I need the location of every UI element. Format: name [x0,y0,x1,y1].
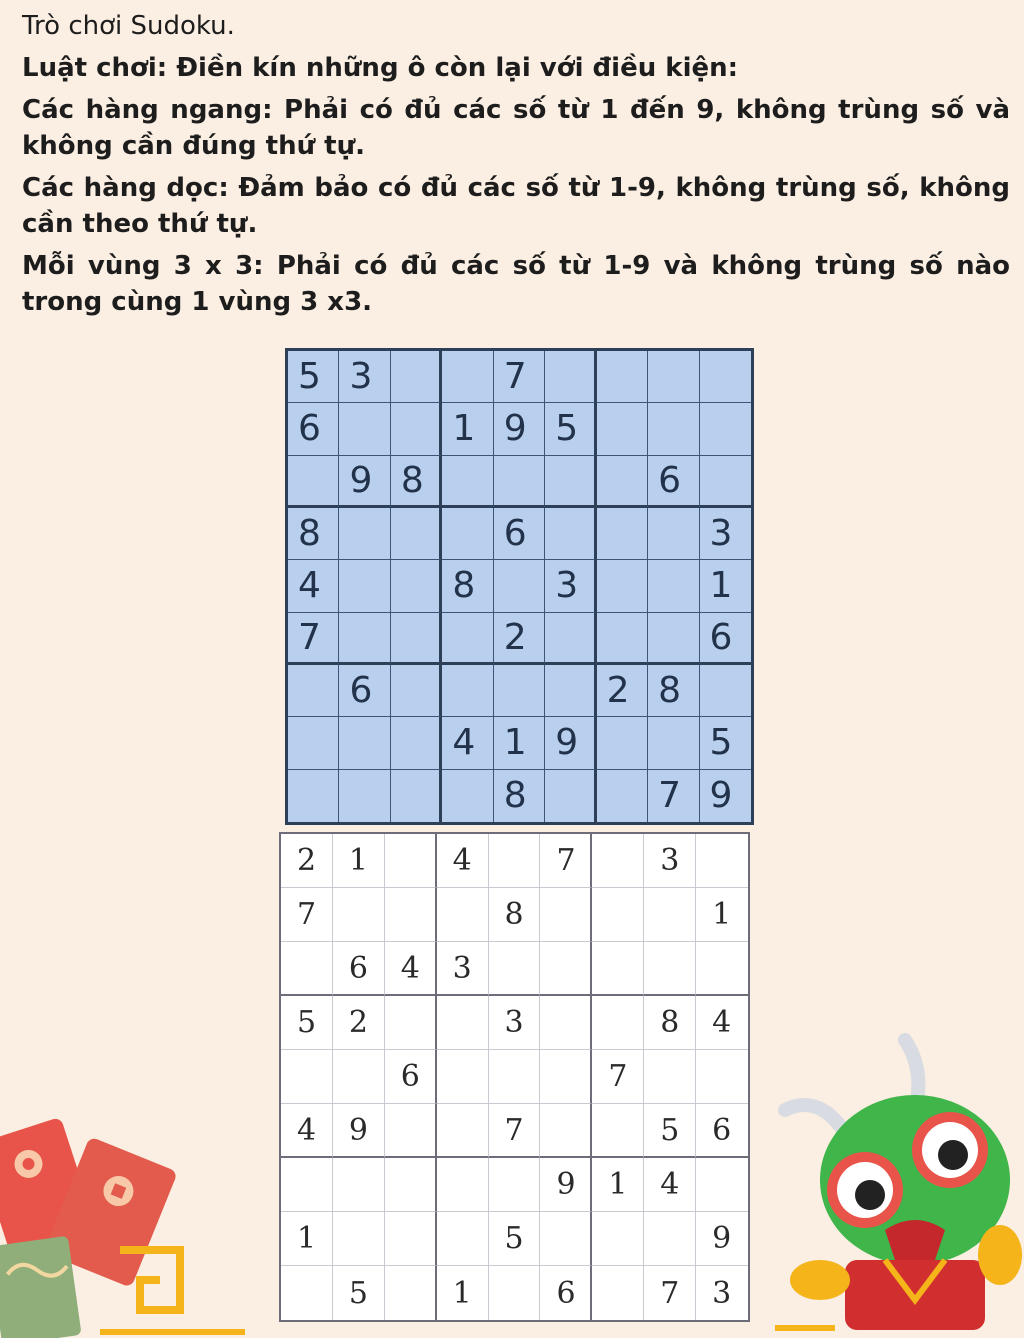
sudoku-cell: 9 [540,1158,592,1212]
sudoku-cell: 2 [333,996,385,1050]
sudoku-cell [592,834,644,888]
sudoku-cell [391,403,442,455]
sudoku-cell [339,613,390,665]
dragon-mascot-icon [775,1030,1024,1338]
sudoku-cell [489,942,541,996]
sudoku-cell [437,888,489,942]
sudoku-cell [545,508,596,560]
sudoku-cell: 8 [489,888,541,942]
sudoku-cell [489,1266,541,1320]
sudoku-cell [437,1104,489,1158]
sudoku-cell [437,996,489,1050]
sudoku-cell [385,888,437,942]
sudoku-cell: 7 [644,1266,696,1320]
sudoku-cell: 8 [288,508,339,560]
sudoku-cell: 2 [494,613,545,665]
sudoku-cell: 9 [696,1212,748,1266]
sudoku-cell: 1 [437,1266,489,1320]
sudoku-cell: 7 [494,351,545,403]
sudoku-cell [592,888,644,942]
sudoku-cell [391,770,442,822]
sudoku-cell [644,1212,696,1266]
sudoku-cell [592,1212,644,1266]
sudoku-cell: 8 [644,996,696,1050]
sudoku-cell: 5 [333,1266,385,1320]
sudoku-cell: 8 [648,665,699,717]
sudoku-cell: 8 [442,560,493,612]
sudoku-cell [648,403,699,455]
sudoku-cell [288,717,339,769]
sudoku-cell [391,613,442,665]
sudoku-cell [489,1050,541,1104]
sudoku-cell: 6 [339,665,390,717]
sudoku-cell [696,1050,748,1104]
sudoku-cell [333,1158,385,1212]
sudoku-cell [385,1158,437,1212]
sudoku-cell: 9 [333,1104,385,1158]
sudoku-cell [442,508,493,560]
sudoku-cell: 1 [281,1212,333,1266]
sudoku-grid-2 [279,832,750,1322]
sudoku-cell [540,1050,592,1104]
sudoku-cell [385,1104,437,1158]
sudoku-cell: 2 [281,834,333,888]
sudoku-cell [700,665,751,717]
sudoku-cell [700,456,751,508]
sudoku-cell: 6 [696,1104,748,1158]
sudoku-cell [281,942,333,996]
sudoku-cell: 5 [545,403,596,455]
rule-columns: Các hàng dọc: Đảm bảo có đủ các số từ 1-9, không trùng số, không cần theo thứ tự. [22,173,1010,239]
sudoku-cell [592,942,644,996]
sudoku-cell: 5 [281,996,333,1050]
sudoku-cell: 6 [385,1050,437,1104]
sudoku-cell: 7 [281,888,333,942]
sudoku-cell: 9 [709,775,733,817]
sudoku-cell: 1 [333,834,385,888]
sudoku-cell [391,665,442,717]
sudoku-cell: 7 [540,834,592,888]
rule-boxes: Mỗi vùng 3 x 3: Phải có đủ các số từ 1-9 và không trùng số nào trong cùng 1 vùng 3 x3. [22,251,1010,317]
sudoku-cell: 1 [592,1158,644,1212]
sudoku-cell [339,403,390,455]
sudoku-cell [648,351,699,403]
sudoku-cell [339,717,390,769]
page-title: Trò chơi Sudoku. [22,11,235,41]
sudoku-cell [385,996,437,1050]
sudoku-cell [442,770,493,822]
sudoku-cell: 7 [489,1104,541,1158]
sudoku-cell: 9 [545,717,596,769]
instructions [22,8,1010,326]
sudoku-cell: 7 [648,770,699,822]
sudoku-cell [545,770,596,822]
sudoku-cell [437,1212,489,1266]
sudoku-cell: 5 [700,717,751,769]
sudoku-cell [494,665,545,717]
rule-rows: Các hàng ngang: Phải có đủ các số từ 1 đến 9, không trùng số và không cần đúng thứ tự. [22,95,1010,161]
sudoku-cell [540,942,592,996]
sudoku-cell [437,1158,489,1212]
sudoku-cell [597,613,648,665]
sudoku-cell [391,717,442,769]
sudoku-cell [592,1104,644,1158]
sudoku-cell: 4 [385,942,437,996]
sudoku-cell: 8 [391,456,442,508]
sudoku-cell [281,1158,333,1212]
sudoku-cell [545,456,596,508]
sudoku-cell: 9 [339,456,390,508]
sudoku-cell [648,613,699,665]
sudoku-cell: 6 [700,613,751,665]
sudoku-cell [545,351,596,403]
sudoku-cell: 5 [644,1104,696,1158]
sudoku-cell: 3 [712,1275,732,1311]
sudoku-cell [442,613,493,665]
sudoku-cell [648,560,699,612]
sudoku-cell [333,1050,385,1104]
sudoku-cell [648,717,699,769]
sudoku-cell: 3 [489,996,541,1050]
sudoku-cell [391,351,442,403]
sudoku-cell [494,456,545,508]
sudoku-cell [700,351,751,403]
sudoku-cell [597,770,648,822]
sudoku-cell [700,403,751,455]
red-envelopes-icon [0,1100,250,1338]
sudoku-cell [597,351,648,403]
sudoku-cell [339,560,390,612]
sudoku-cell: 4 [437,834,489,888]
sudoku-cell [494,560,545,612]
sudoku-cell: 8 [494,770,545,822]
sudoku-cell [545,613,596,665]
sudoku-grid-1 [285,348,754,825]
sudoku-cell [540,1104,592,1158]
sudoku-cell [644,1050,696,1104]
sudoku-cell: 5 [288,351,339,403]
sudoku-cell [385,1212,437,1266]
sudoku-cell: 6 [540,1266,592,1320]
rules-intro: Luật chơi: Điền kín những ô còn lại với điều kiện: [22,53,739,83]
sudoku-cell [288,665,339,717]
sudoku-cell [545,665,596,717]
sudoku-cell [281,1266,333,1320]
sudoku-cell [696,1158,748,1212]
sudoku-cell: 4 [281,1104,333,1158]
sudoku-cell [592,996,644,1050]
sudoku-cell [489,1158,541,1212]
sudoku-cell [442,351,493,403]
sudoku-cell: 1 [494,717,545,769]
sudoku-cell [648,508,699,560]
sudoku-cell [339,770,390,822]
sudoku-cell: 3 [545,560,596,612]
sudoku-cell: 6 [288,403,339,455]
sudoku-cell: 4 [288,560,339,612]
sudoku-cell: 7 [288,613,339,665]
sudoku-cell [333,1212,385,1266]
sudoku-cell: 6 [333,942,385,996]
sudoku-cell [339,508,390,560]
sudoku-cell: 3 [644,834,696,888]
sudoku-cell [540,888,592,942]
sudoku-cell [644,888,696,942]
sudoku-cell: 4 [644,1158,696,1212]
sudoku-cell [385,1266,437,1320]
sudoku-cell: 3 [437,942,489,996]
sudoku-cell: 1 [442,403,493,455]
sudoku-cell [391,560,442,612]
sudoku-cell: 7 [592,1050,644,1104]
sudoku-cell [391,508,442,560]
sudoku-cell: 6 [494,508,545,560]
sudoku-cell: 3 [339,351,390,403]
sudoku-cell [592,1266,644,1320]
sudoku-cell: 4 [696,996,748,1050]
sudoku-cell [333,888,385,942]
sudoku-cell: 4 [442,717,493,769]
sudoku-cell [385,834,437,888]
sudoku-cell [288,456,339,508]
sudoku-cell [597,456,648,508]
sudoku-cell [540,1212,592,1266]
sudoku-cell [281,1050,333,1104]
sudoku-cell [696,834,748,888]
sudoku-cell: 2 [597,665,648,717]
sudoku-cell: 1 [696,888,748,942]
sudoku-cell [489,834,541,888]
sudoku-cell: 1 [700,560,751,612]
sudoku-cell [437,1050,489,1104]
sudoku-cell [442,665,493,717]
sudoku-cell [597,717,648,769]
sudoku-cell [288,770,339,822]
sudoku-cell: 3 [700,508,751,560]
sudoku-cell: 5 [489,1212,541,1266]
sudoku-cell [597,403,648,455]
sudoku-cell: 6 [648,456,699,508]
sudoku-cell [597,560,648,612]
sudoku-cell [442,456,493,508]
sudoku-cell [540,996,592,1050]
sudoku-cell: 9 [494,403,545,455]
sudoku-cell [597,508,648,560]
sudoku-cell [696,942,748,996]
sudoku-cell [644,942,696,996]
